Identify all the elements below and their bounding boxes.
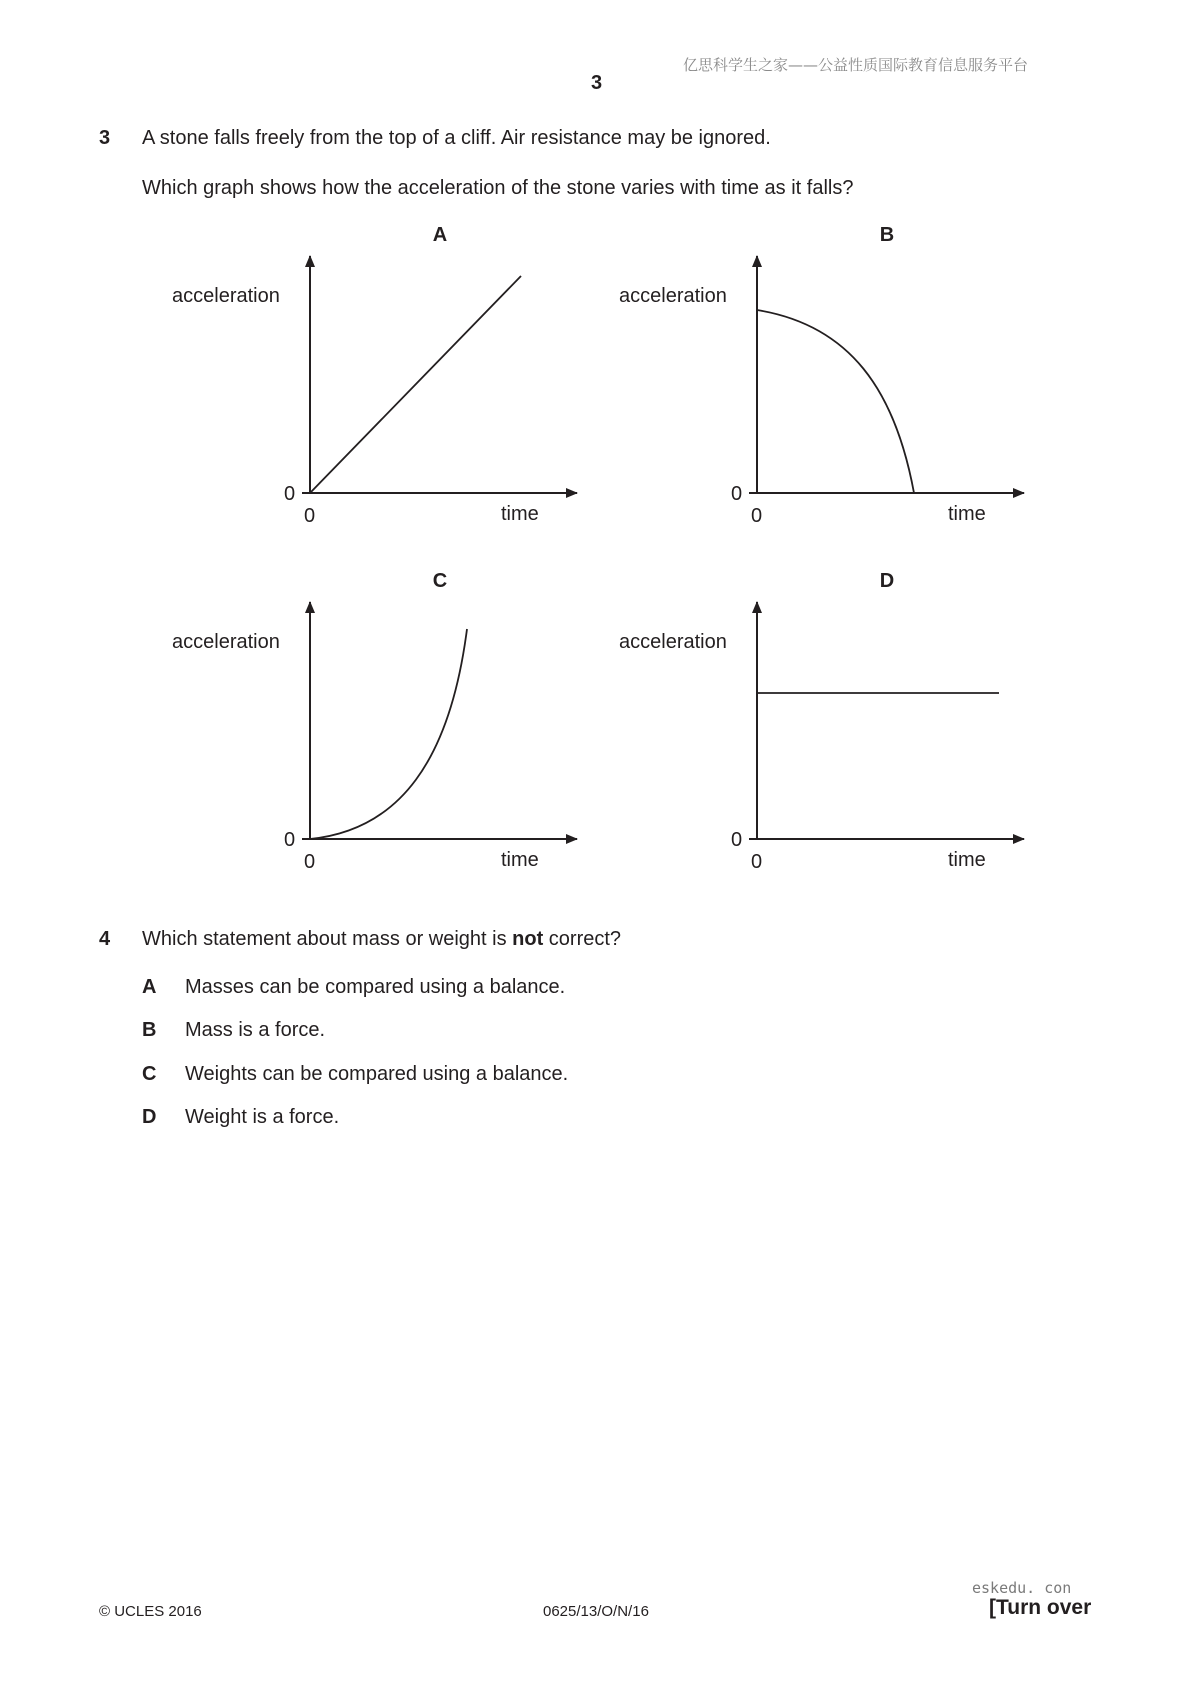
question-4-text-before: Which statement about mass or weight is: [142, 928, 513, 950]
page-number: 3: [591, 72, 603, 94]
graph-a-curve: [310, 276, 521, 493]
graph-c: [172, 602, 577, 873]
graph-b-xlabel: time: [948, 503, 986, 525]
q4-option-d-letter: D: [142, 1106, 157, 1128]
footer-watermark: eskedu. con: [972, 1579, 1072, 1597]
q4-option-a-text: Masses can be compared using a balance.: [185, 976, 566, 998]
q4-option-b-letter: B: [142, 1019, 157, 1041]
footer-paper-code: 0625/13/O/N/16: [543, 1603, 649, 1620]
graph-a-y-origin: 0: [284, 483, 296, 505]
graph-a-title: A: [432, 224, 448, 246]
q4-option-b-text: Mass is a force.: [185, 1019, 326, 1041]
question-4-text: [142, 928, 621, 951]
graph-d: [619, 602, 1024, 873]
graph-c-ylabel: acceleration: [172, 631, 280, 653]
graph-c-x-origin: 0: [304, 851, 316, 873]
graph-a-xlabel: time: [501, 503, 539, 525]
graph-d-xlabel: time: [948, 849, 986, 871]
graph-c-curve: [310, 629, 467, 839]
graph-b-y-origin: 0: [731, 483, 743, 505]
graph-d-x-origin: 0: [751, 851, 763, 873]
graph-b-title: B: [879, 224, 895, 246]
graph-a-ylabel: acceleration: [172, 285, 280, 307]
q4-option-d-text: Weight is a force.: [185, 1106, 340, 1128]
q4-option-c-letter: C: [142, 1063, 157, 1085]
graph-c-xlabel: time: [501, 849, 539, 871]
graph-c-title: C: [432, 570, 448, 592]
graph-c-y-origin: 0: [284, 829, 296, 851]
turn-over-label: [Turn over: [989, 1596, 1092, 1619]
graph-b-ylabel: acceleration: [619, 285, 727, 307]
question-4-number: 4: [99, 928, 111, 950]
header-watermark: 亿思科学生之家——公益性质国际教育信息服务平台: [683, 56, 1029, 74]
question-4-text-after: correct?: [543, 928, 622, 950]
question-3-prompt: Which graph shows how the acceleration of the stone varies with time as it falls?: [142, 177, 854, 199]
graph-b: [619, 256, 1024, 527]
graph-d-ylabel: acceleration: [619, 631, 727, 653]
footer-copyright: © UCLES 2016: [99, 1603, 202, 1620]
graph-b-curve: [757, 310, 914, 493]
graph-b-x-origin: 0: [751, 505, 763, 527]
graph-a: [172, 256, 577, 527]
graph-a-x-origin: 0: [304, 505, 316, 527]
question-3-text: A stone falls freely from the top of a cliff. Air resistance may be ignored.: [142, 127, 771, 149]
q4-option-c-text: Weights can be compared using a balance.: [185, 1063, 569, 1085]
question-3-number: 3: [99, 127, 111, 149]
graph-d-title: D: [879, 570, 895, 592]
question-4-text-bold: not: [512, 928, 544, 950]
graph-d-y-origin: 0: [731, 829, 743, 851]
q4-option-a-letter: A: [142, 976, 157, 998]
